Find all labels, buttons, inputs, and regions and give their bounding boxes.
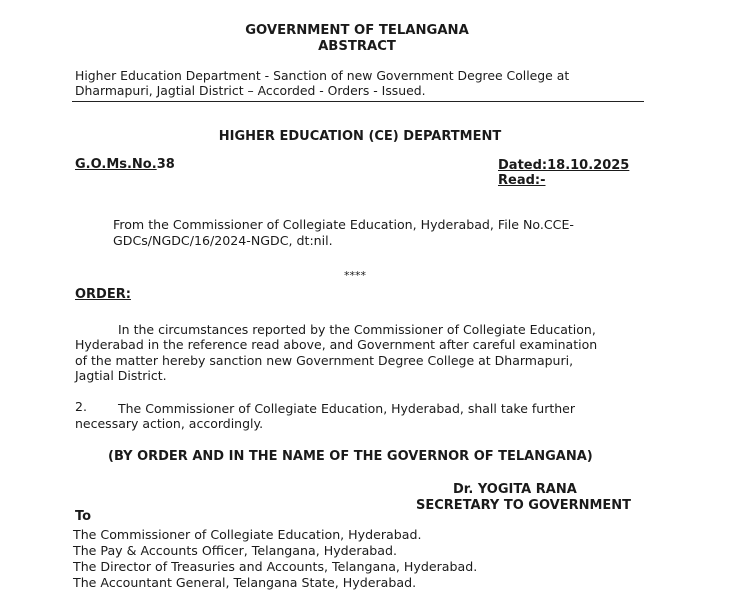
recipient-item: The Commissioner of Collegiate Education, Hyderabad. xyxy=(73,527,422,542)
order-heading: ORDER: xyxy=(75,287,131,302)
abstract-line-1: Higher Education Department - Sanction of new Government Degree College at xyxy=(75,68,570,83)
abstract-divider xyxy=(72,101,644,102)
abstract-heading: ABSTRACT xyxy=(318,39,396,54)
go-date: Dated:18.10.2025 xyxy=(498,158,630,173)
go-number-label: G.O.Ms.No. xyxy=(75,157,157,172)
go-number xyxy=(75,157,175,172)
order-para1-line-1: In the circumstances reported by the Commissioner of Collegiate Education, xyxy=(118,322,596,337)
order-para1-line-3: of the matter hereby sanction new Government Degree College at Dharmapuri, xyxy=(75,353,574,368)
recipient-item: The Pay & Accounts Officer, Telangana, Hyderabad. xyxy=(73,543,397,558)
order-para2-number: 2. xyxy=(75,399,87,414)
by-order-statement: (BY ORDER AND IN THE NAME OF THE GOVERNOR OF TELANGANA) xyxy=(108,449,593,464)
recipient-item: The Accountant General, Telangana State, Hyderabad. xyxy=(73,575,417,590)
recipient-item: The Director of Treasuries and Accounts, Telangana, Hyderabad. xyxy=(73,559,478,574)
signatory-title: SECRETARY TO GOVERNMENT xyxy=(416,498,632,513)
order-para1-line-4: Jagtial District. xyxy=(75,368,167,383)
read-label: Read:- xyxy=(498,173,546,188)
order-para2-line-2: necessary action, accordingly. xyxy=(75,416,264,431)
reference-line-2: GDCs/NGDC/16/2024-NGDC, dt:nil. xyxy=(113,233,333,248)
abstract-line-2: Dharmapuri, Jagtial District – Accorded - Orders - Issued. xyxy=(75,83,426,98)
order-para2-line-1: The Commissioner of Collegiate Education, Hyderabad, shall take further xyxy=(118,401,575,416)
recipients-to-label: To xyxy=(75,509,92,524)
signatory-name: Dr. YOGITA RANA xyxy=(453,482,577,497)
separator-stars: **** xyxy=(344,269,366,282)
government-title: GOVERNMENT OF TELANGANA xyxy=(245,23,469,38)
department-heading: HIGHER EDUCATION (CE) DEPARTMENT xyxy=(218,129,502,144)
go-number-value: 38 xyxy=(156,157,175,172)
reference-line-1: From the Commissioner of Collegiate Education, Hyderabad, File No.CCE- xyxy=(113,217,574,232)
order-para1-line-2: Hyderabad in the reference read above, and Government after careful examination xyxy=(75,337,598,352)
